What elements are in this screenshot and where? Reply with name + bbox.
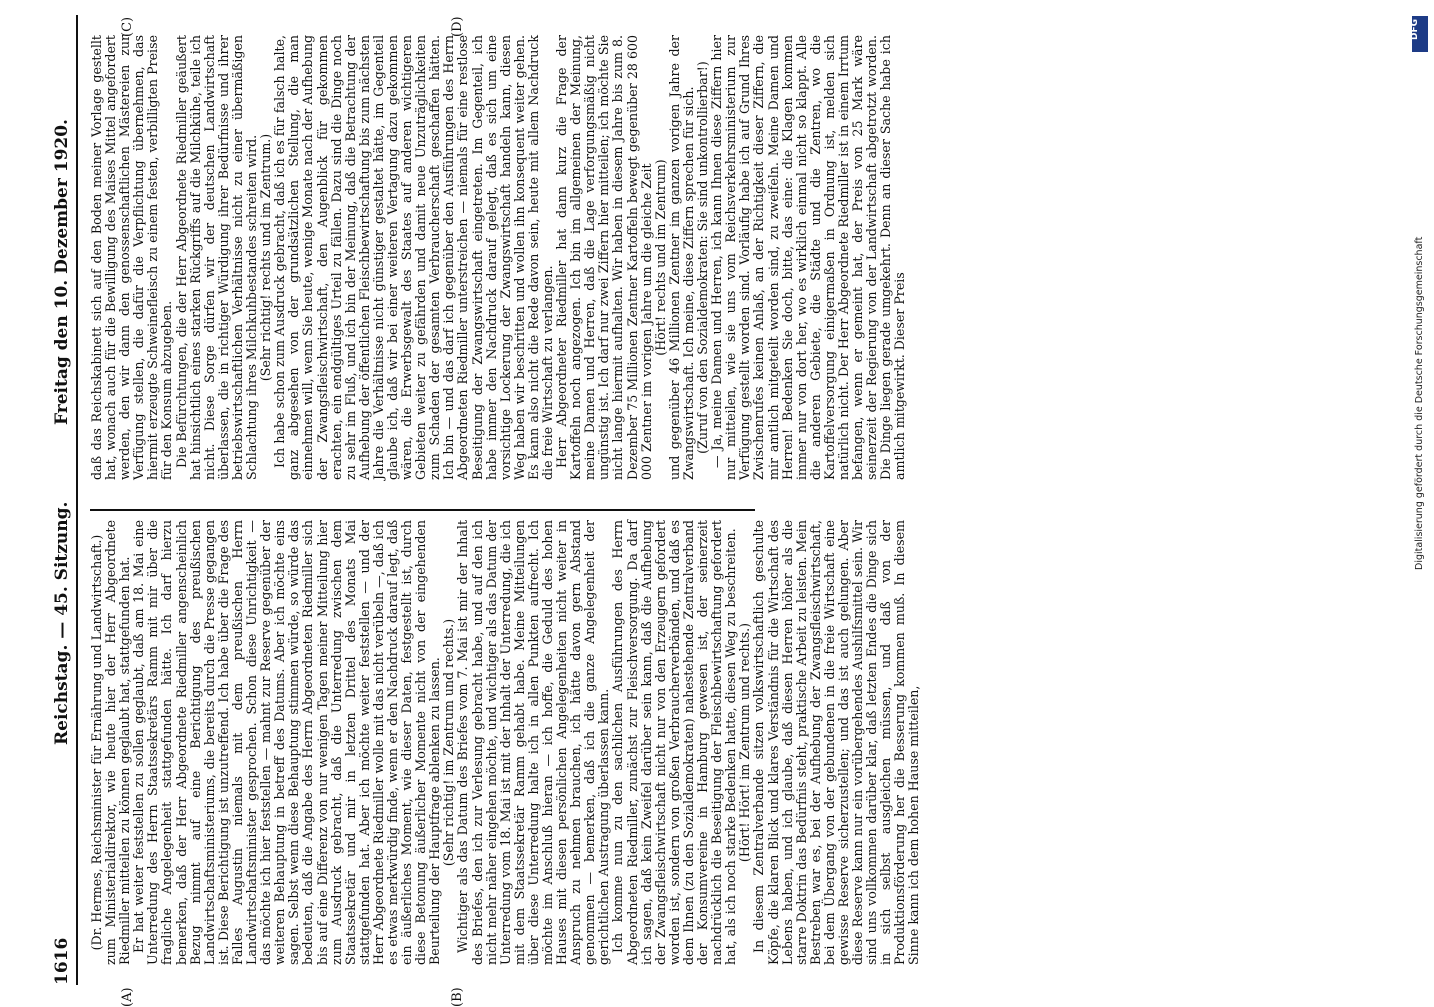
interjection: (Sehr richtig! rechts und im Zentrum.) — [258, 133, 274, 382]
margin-marker-d: (D) — [450, 16, 465, 37]
margin-marker-b: (B) — [450, 987, 465, 1007]
interjection: (Zuruf von den Sozialdemokraten: Sie sind unkontrollierbar!) — [695, 61, 711, 454]
paragraph: Ich habe schon zum Ausdruck gebracht, daß ich es für falsch halte, ganz abgesehen von der grundsätzlichen Stellung, die man einnehmen will, wenn Sie heute, wenige Monate nach der Aufhebung der Zwangsfleischwirtschaft, den Augenblick für gekommen erachten, ein endgültiges Urteil zu fällen. Dazu sind die Dinge noch zu sehr im Fluß, und ich bin der Meinung, daß die Betrachtung der Aufhebung der öffentlichen Fleischbewirtschaftung bis zum nächsten Jahre die Verhältnisse nicht günstiger gestaltet hätte, im Gegenteil glaube ich, daß wir bei einer weiteren Vertagung dazu gekommen wären, die Erwerbsgewalt des Staates auf anderen wichtigeren Gebieten weiter zu gefährden und damit neue Unzuträglichkeiten zum Schaden der gesamten Verbraucherschaft geschaffen hätten. Ich bin — und das darf ich gegenüber den Ausführungen des Herrn Abgeordneten Riedmiller unterstreichen — niemals für eine restlose Beseitigung der Zwangswirtschaft eingetreten. Im Gegenteil, ich habe immer den Nachdruck darauf gelegt, daß es sich um eine vorsichtige Lockerung der Zwangswirtschaft handeln kann, diesen Weg haben wir beschritten und wollen ihn konsequent weiter gehen. Es kann also nicht die Rede davon sein, heute mit allem Nachdruck die freie Wirtschaft zu verlangen. — [272, 34, 555, 480]
interjection: (Hört! rechts und im Zentrum) — [652, 159, 668, 356]
margin-marker-c: (C) — [120, 16, 135, 37]
paragraph: und gegenüber 46 Millionen Zentner im ganzen vorigen Jahre der Zwangswirtschaft. Ich meine, diese Ziffern sprechen für sich. — [666, 35, 696, 480]
page-header — [50, 15, 78, 985]
speaker-intro: (Dr. Hermes, Reichsminister für Ernährung und Landwirtschaft.) — [89, 534, 104, 951]
session-date: Freitag den 10. Dezember 1920. — [52, 119, 72, 425]
paragraph: Herr Abgeordneter Riedmiller hat dann kurz die Frage der Kartoffeln noch angezogen. Ich bin im allgemeinen der Meinung, meine Damen und Herren, daß die Lage verforgungsmäßig nicht ungünstig ist. Ich darf nur zwei Ziffern hier mitteilen; ich möchte Sie nicht lange hiermit aufhalten. Wir haben in diesem Jahre bis zum 8. Dezember 75 Millionen Zentner Kartoffeln bewegt gegenüber 28 600 000 Zentner im vorigen Jahre um die gleiche Zeit — [554, 35, 654, 480]
page-number: 1616 — [52, 937, 72, 985]
digitization-stamp — [1406, 10, 1432, 570]
digitization-credit: Digitalisierung gefördert durch die Deutsche Forschungsgemeinschaft — [1414, 236, 1425, 570]
column-divider — [90, 509, 755, 511]
paragraph: In diesem Zentralverbande sitzen volkswirtschaftlich geschulte Köpfe, die klaren Blick und klares Verständnis für die Wirtschaft des Lebens haben, und ich glaube, daß diesen Herren höher als die starre Doktrin das Bedürfnis steht, praktische Arbeit zu leisten. Mein Bestreben war es, bei der Aufhebung der Zwangsfleischwirtschaft, bei dem Übergang von der gebundenen in die freie Wirtschaft eine gewisse Reserve sicherzustellen; und das ist auch gelungen. Aber diese Reserve kann nur ein vorübergehendes Aushilfsmittel sein. Wir sind uns vollkommen darüber klar, daß letzten Endes die Dinge sich in sich selbst ausgleichen müssen, und daß von der Produktionsförderung her die Besserung kommen muß. In diesem Sinne kann ich dem hohen Hause mitteilen, — [751, 520, 922, 965]
paragraph: Ich komme nun zu den sachlichen Ausführungen des Herrn Abgeordneten Riedmiller, zunächst zur Fleischversorgung. Da darf ich sagen, daß kein Zweifel darüber sein kann, daß die Aufhebung der Zwangsfleischwirtschaft nicht nur von den Erzeugern gefordert worden ist, sondern von großen Verbraucherverbänden, und daß es dem Ihnen (zu den Sozialdemokraten) nahestehende Zentralverband der Konsumvereine in Hamburg gewesen ist, der seinerzeit nachdrücklich die Beseitigung der Fleischbewirtschaftung gefordert hat, als ich noch starke Bedenken hatte, diesen Weg zu beschreiten. — [610, 520, 739, 965]
dfg-logo — [1412, 16, 1428, 52]
margin-marker-a: (A) — [120, 987, 135, 1007]
paragraph: daß das Reichskabinett sich auf den Boden meiner Vorlage gestellt hat, wonach auch für die Bewilligung des Maises Mittel angefordert werden, den wir dann den genossenschaftlichen Mästereien zur Verfügung stellen, die dafür die Verpflichtung übernehmen, das hiermit erzeugte Schweinefleisch zu einem festen, verbilligten Preise für den Konsum abzugeben. — [89, 35, 175, 480]
paragraph: zum Ministerialdirektor, wie heute hier der Herr Abgeordnete Riedmiller mitteilen zu können geglaubt hat, stattgefunden hat. — [103, 520, 133, 965]
interjection: (Sehr richtig! im Zentrum und rechts.) — [441, 618, 457, 867]
paragraph: — Ja, meine Damen und Herren, ich kann Ihnen diese Ziffern hier nur mitteilen, wie sie uns vom Reichsverkehrsministerium zur Verfügung gestellt worden sind. Vorläufig habe ich auf Grund Ihres Zwischenrufes keinen Anlaß, an der Richtigkeit dieser Ziffern, die mir amtlich mitgeteilt worden sind, zu zweifeln. Meine Damen und Herren! Bedenken Sie doch, bitte, das eine: die Klagen kommen immer nur von dort her, wo es wirklich einmal nicht so klappt. Alle die anderen Gebiete, die Städte und die Zentren, wo die Kartoffelversorgung einigermaßen in Ordnung ist, melden sich natürlich nicht. Der Herr Abgeordnete Riedmiller ist in einem Irrtum befangen, wenn er gemeint hat, der Preis von 25 Mark wäre seinerzeit der Regierung von der Landwirtschaft abgetrotzt worden. Die Dinge liegen gerade umgekehrt. Denn an dieser Sache habe ich amtlich mitgewirkt. Dieser Preis — [709, 35, 908, 480]
paragraph: Die Befürchtungen, die der Herr Abgeordnete Riedmiller geäußert hat hinsichtlich eines starken Rückgriffs auf die Milchkühe, teile ich nicht. Diese Sorge dürfen wir der deutschen Landwirtschaft überlassen, die in richtiger Würdigung ihrer Bedürfnisse und ihrer betriebswirtschaftlichen Verhältnisse nicht zu einer übermäßigen Schlachtung ihres Milchkuhbestandes schreiten wird. — [173, 35, 260, 480]
right-column — [89, 34, 908, 480]
interjection: (Hört! Hört! im Zentrum und rechts.) — [737, 622, 753, 863]
dfg-logo-text: DFG — [1410, 18, 1420, 40]
paragraph: Er hat weiter feststellen zu sollen geglaubt, daß am 18. Mai eine Unterredung des Herrn Staatssekretärs Ramm mit mir über die fragliche Angelegenheit stattgefunden hätte. Ich darf hierzu bemerken, daß der Herr Abgeordnete Riedmiller angenscheinlich Bezug nimmt auf eine Berichtigung des preußischen Landwirtschaftsministeriums, die bereits durch die Presse gegangen ist. Diese Berichtigung ist unzutreffend. Ich habe über die Frage des Falles Augustin niemals mit dem preußischen Herrn Landwirtschaftsminister gesprochen. Schon diese Unrichtigkeit — das möchte ich hier feststellen — mahnt zur Reserve gegenüber der weiteren Behauptung in betreff des Datums. Aber ich möchte eins sagen. Selbst wenn diese Behauptung stimmen würde, so würde das bedeuten, daß die Angabe des Herrn Abgeordneten Riedmiller sich bis auf eine Differenz von nur wenigen Tagen meiner Mitteilung hier zum Ausdruck gebracht, daß die Unterredung zwischen dem Staatssekretär und mir in letzten Drittel des Monats Mai stattgefunden hat. Aber ich möchte weiter feststellen — und der Herr Abgeordnete Riedmiller wolle mit das nicht verübeln —, daß ich es etwas merkwürdig finde, wenn er den Nachdruck darauf legt, daß ein äußerliches Moment, wie dieser Daten, festgestellt ist, durch diese Betonung äußerlicher Momente nicht von der eingehenden Beurteilung der Hauptfrage ablenken zu lassen. — [131, 520, 443, 965]
session-title: Reichstag. — 45. Sitzung. — [52, 501, 72, 745]
left-column — [89, 520, 922, 965]
paragraph: Wichtiger als das Datum des Briefes vom 7. Mai ist mir der Inhalt des Briefes, den ich zur Verlesung gebracht habe, und auf den ich nicht mehr näher eingehen möchte, und wichtiger als das Datum der Unterredung vom 18. Mai ist mit der Inhalt der Unterredung, die ich mit dem Staatssekretär Ramm gehabt habe. Meine Mitteilungen über diese Unterredung halte ich in allen Punkten aufrecht. Ich möchte im Anschluß hieran — ich hoffe, die Geduld des hohen Hauses mit diesen persönlichen Angelegenheiten nicht weiter in Anspruch zu nehmen brauchen, ich hätte davon gern Abstand genommen — bemerken, daß ich die ganze Angelegenheit der gerichtlichen Austragung überlassen kann. — [455, 520, 612, 965]
rotated-page — [50, 15, 922, 1007]
